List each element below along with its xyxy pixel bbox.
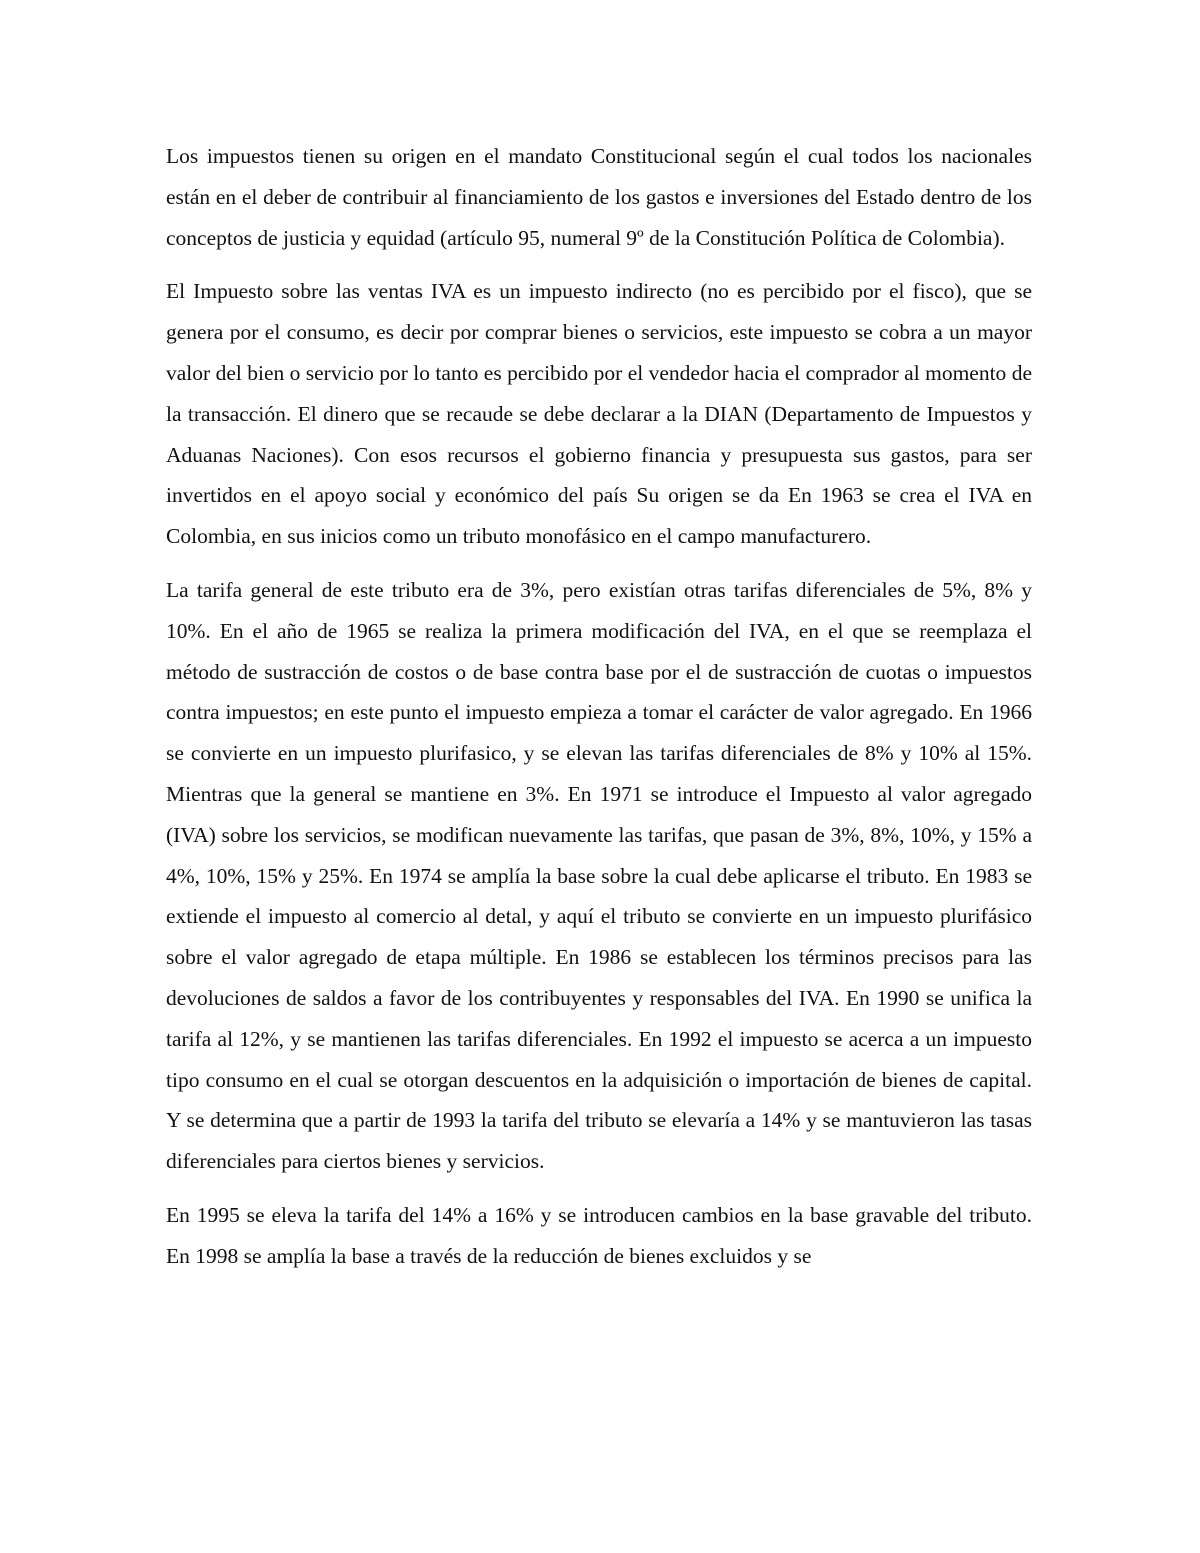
- paragraph-iva-history: La tarifa general de este tributo era de 3%, pero existían otras tarifas diferenciales de 5%, 8% y 10%. En el año de 1965 se realiza la primera modificación del IVA, en el que se reemplaza el método de sustracción de costos o de base contra base por el de sustracción de cuotas o impuestos contra impuestos; en este punto el impuesto empieza a tomar el carácter de valor agregado. En 1966 se convierte en un impuesto plurifasico, y se elevan las tarifas diferenciales de 8% y 10% al 15%. Mientras que la general se mantiene en 3%. En 1971 se introduce el Impuesto al valor agregado (IVA) sobre los servicios, se modifican nuevamente las tarifas, que pasan de 3%, 8%, 10%, y 15% a 4%, 10%, 15% y 25%. En 1974 se amplía la base sobre la cual debe aplicarse el tributo. En 1983 se extiende el impuesto al comercio al detal, y aquí el tributo se convierte en un impuesto plurifásico sobre el valor agregado de etapa múltiple. En 1986 se establecen los términos precisos para las devoluciones de saldos a favor de los contribuyentes y responsables del IVA. En 1990 se unifica la tarifa al 12%, y se mantienen las tarifas diferenciales. En 1992 el impuesto se acerca a un impuesto tipo consumo en el cual se otorgan descuentos en la adquisición o importación de bienes de capital. Y se determina que a partir de 1993 la tarifa del tributo se elevaría a 14% y se mantuvieron las tasas diferenciales para ciertos bienes y servicios.: [166, 577, 1032, 1174]
- paragraph-constitutional-origin: Los impuestos tienen su origen en el mandato Constitucional según el cual todos los nacionales están en el deber de contribuir al financiamiento de los gastos e inversiones del Estado dentro de los conceptos de justicia y equidad (artículo 95, numeral 9º de la Constitución Política de Colombia).: [166, 144, 1032, 250]
- paragraph-iva-definition: El Impuesto sobre las ventas IVA es un impuesto indirecto (no es percibido por el fisco), que se genera por el consumo, es decir por comprar bienes o servicios, este impuesto se cobra a un mayor valor del bien o servicio por lo tanto es percibido por el vendedor hacia el comprador al momento de la transacción. El dinero que se recaude se debe declarar a la DIAN (Departamento de Impuestos y Aduanas Naciones). Con esos recursos el gobierno financia y presupuesta sus gastos, para ser invertidos en el apoyo social y económico del país Su origen se da En 1963 se crea el IVA en Colombia, en sus inicios como un tributo monofásico en el campo manufacturero.: [166, 279, 1032, 549]
- paragraph-iva-1995-changes: En 1995 se eleva la tarifa del 14% a 16% y se introducen cambios en la base gravable del tributo. En 1998 se amplía la base a través de la reducción de bienes excluidos y se: [166, 1202, 1032, 1268]
- document-body: [166, 136, 1032, 1277]
